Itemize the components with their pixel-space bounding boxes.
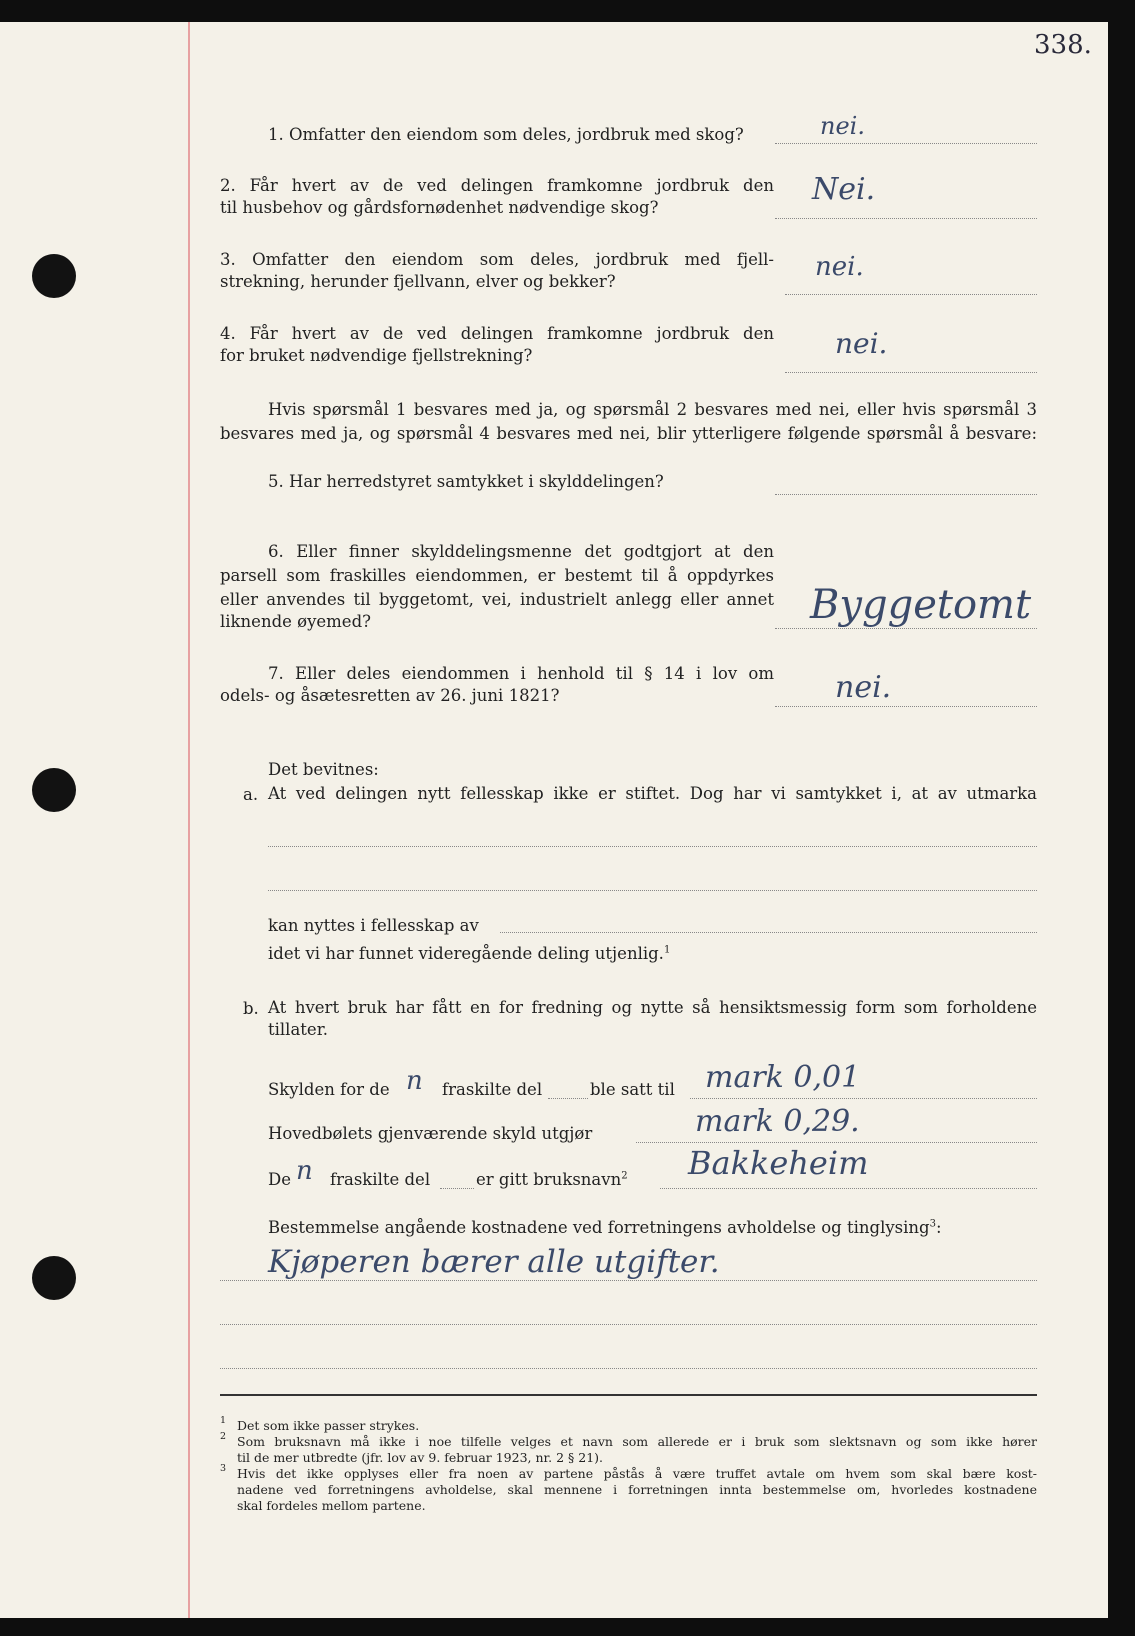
blank-line: [268, 890, 1037, 891]
footnote-rule: [220, 1394, 1037, 1396]
attest-found-unsuitable: idet vi har funnet videregående deling utjenlig.$^1$: [268, 944, 671, 963]
answer-line: [785, 372, 1037, 373]
answer-7: nei.: [835, 670, 892, 705]
blank-line: [636, 1142, 1037, 1143]
question-6-line-3: eller anvendes til byggetomt, vei, industrielt anlegg eller annet: [220, 590, 774, 609]
page-number: 338.: [1034, 30, 1092, 60]
answer-line: [775, 628, 1037, 629]
question-6-line-2: parsell som fraskilles eiendommen, er bestemt til å oppdyrkes: [220, 566, 774, 585]
attest-a-text: At ved delingen nytt fellesskap ikke er stiftet. Dog har vi samtykket i, at av utmarka: [268, 784, 1037, 803]
question-7-line-2: odels- og åsætesretten av 26. juni 1821?: [220, 686, 560, 705]
skyld-label-1: Skylden for de: [268, 1080, 390, 1099]
skyld-label-3: ble satt til: [590, 1080, 675, 1099]
answer-6: Byggetomt: [810, 582, 1032, 628]
blank-line: [220, 1280, 1037, 1281]
question-5: 5. Har herredstyret samtykket i skylddelingen?: [268, 472, 664, 491]
answer-line: [775, 143, 1037, 144]
punch-hole: [32, 254, 76, 298]
question-4-line-2: for bruket nødvendige fjellstrekning?: [220, 346, 533, 365]
blank-line: [500, 932, 1037, 933]
blank-line: [440, 1188, 474, 1189]
margin-line: [188, 22, 190, 1618]
attest-a-label: a.: [243, 785, 259, 804]
condition-line-1: Hvis spørsmål 1 besvares med ja, og spørsmål 2 besvares med nei, eller hvis spørsmål 3: [268, 400, 1037, 419]
hoved-value: mark 0,29.: [695, 1104, 860, 1139]
answer-line: [785, 294, 1037, 295]
question-6-line-1: 6. Eller finner skylddelingsmenne det godtgjort at den: [268, 542, 774, 561]
footnote-2-line-1: Som bruksnavn må ikke i noe tilfelle velges et navn som allerede er i bruk som slektsnavn og som ikke hører: [237, 1434, 1037, 1449]
attest-b-line-1: At hvert bruk har fått en for fredning og nytte så hensiktsmessig form som forholdene: [268, 998, 1037, 1017]
footnote-3-line-3: skal fordeles mellom partene.: [237, 1498, 426, 1513]
answer-line: [775, 218, 1037, 219]
condition-line-2: besvares med ja, og spørsmål 4 besvares med nei, blir ytterligere følgende spørsmål å besvare:: [220, 424, 1037, 443]
blank-line: [220, 1368, 1037, 1369]
blank-line: [548, 1098, 588, 1099]
name-hw-n2: n: [296, 1156, 313, 1186]
form-page: [0, 22, 1108, 1618]
attest-heading: Det bevitnes:: [268, 760, 379, 779]
footnote-3-line-1: Hvis det ikke opplyses eller fra noen av partene påstås å være truffet avtale om hvem som skal bære kost-: [237, 1466, 1037, 1481]
answer-2: Nei.: [812, 172, 876, 207]
name-label-1: De: [268, 1170, 291, 1189]
question-4-line-1: 4. Får hvert av de ved delingen framkomne jordbruk den: [220, 324, 774, 343]
skyld-hw-n1: n: [406, 1066, 423, 1096]
footnote-1-line-1: Det som ikke passer strykes.: [237, 1418, 420, 1433]
answer-line: [775, 706, 1037, 707]
footnote-number: 1: [220, 1415, 227, 1426]
punch-hole: [32, 1256, 76, 1300]
attest-b-label: b.: [243, 999, 259, 1018]
skyld-value: mark 0,01: [705, 1060, 861, 1095]
costs-label: Bestemmelse angående kostnadene ved forretningens avholdelse og tinglysing$^3$:: [268, 1218, 942, 1237]
punch-hole: [32, 768, 76, 812]
hoved-label: Hovedbølets gjenværende skyld utgjør: [268, 1124, 593, 1143]
blank-line: [660, 1188, 1037, 1189]
question-3-line-2: strekning, herunder fjellvann, elver og bekker?: [220, 272, 616, 291]
question-6-line-4: liknende øyemed?: [220, 612, 371, 631]
costs-value: Kjøperen bærer alle utgifter.: [268, 1244, 720, 1280]
footnote-2-line-2: til de mer utbredte (jfr. lov av 9. februar 1923, nr. 2 § 21).: [237, 1450, 603, 1465]
answer-4: nei.: [835, 327, 888, 360]
answer-3: nei.: [815, 252, 864, 282]
footnote-number: 3: [220, 1463, 227, 1474]
answer-line: [775, 494, 1037, 495]
answer-1: nei.: [820, 112, 865, 140]
question-7-line-1: 7. Eller deles eiendommen i henhold til § 14 i lov om: [268, 664, 774, 683]
footnote-number: 2: [220, 1431, 227, 1442]
question-3-line-1: 3. Omfatter den eiendom som deles, jordbruk med fjell-: [220, 250, 774, 269]
name-label-3: er gitt bruksnavn$^2$: [476, 1170, 628, 1189]
question-2-line-1: 2. Får hvert av de ved delingen framkomne jordbruk den: [220, 176, 774, 195]
footnote-3-line-2: nadene ved forretningens avholdelse, skal mennene i forretningen innta bestemmelse om, hvorledes kostnadene: [237, 1482, 1037, 1497]
blank-line: [220, 1324, 1037, 1325]
question-2-line-2: til husbehov og gårdsfornødenhet nødvendige skog?: [220, 198, 659, 217]
blank-line: [690, 1098, 1037, 1099]
attest-common-use: kan nyttes i fellesskap av: [268, 916, 479, 935]
question-1: 1. Omfatter den eiendom som deles, jordbruk med skog?: [268, 125, 744, 144]
name-label-2: fraskilte del: [330, 1170, 431, 1189]
attest-b-line-2: tillater.: [268, 1020, 329, 1039]
name-value: Bakkeheim: [688, 1144, 869, 1182]
blank-line: [268, 846, 1037, 847]
skyld-label-2: fraskilte del: [442, 1080, 543, 1099]
